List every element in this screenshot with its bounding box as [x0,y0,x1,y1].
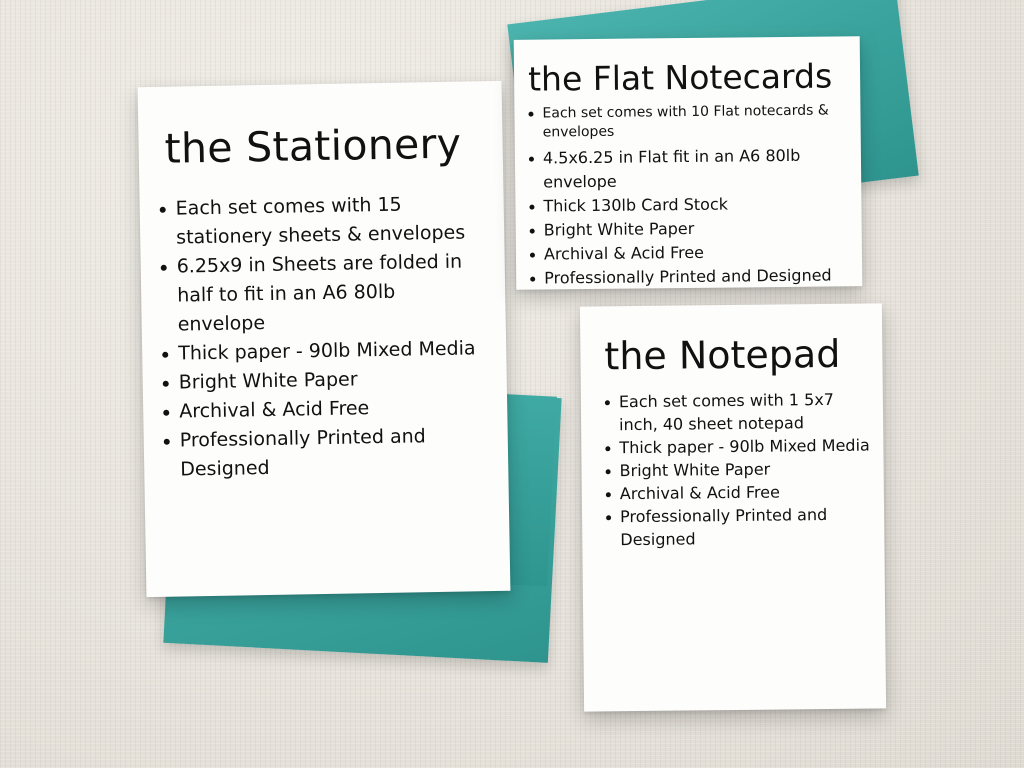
notepad-feature-item: Bright White Paper [605,457,873,483]
stationery-title: the Stationery [164,119,462,173]
stationery-feature-item: Each set comes with 15 stationery sheets & envelopes [165,189,484,253]
notepad-feature-item: Thick paper - 90lb Mixed Media [605,434,873,460]
flat-notecards-feature-item: Archival & Acid Free [528,239,854,266]
flat-notecards-feature-item: Thick 130lb Card Stock [527,191,853,218]
flat-notecards-feature-list [526,101,854,290]
stationery-feature-list [165,189,488,485]
flat-notecards-feature-item: Each set comes with 10 Flat notecards & envelopes [526,101,852,142]
flat-notecards-card [514,36,863,290]
stationery-feature-item: Archival & Acid Free [169,392,487,427]
flat-notecards-feature-item: Bright White Paper [528,215,854,242]
notepad-feature-item: Professionally Printed and Designed [606,503,874,552]
notepad-title: the Notepad [604,331,841,379]
flat-notecards-feature-item: 4.5x6.25 in Flat fit in an A6 80lb envelope [527,143,853,194]
stationery-feature-item: 6.25x9 in Sheets are folded in half to fit in an A6 80lb envelope [166,247,485,340]
stationery-feature-item: Bright White Paper [168,363,486,398]
flat-notecards-feature-item: Professionally Printed and Designed [528,263,854,290]
notepad-card [580,303,886,711]
notepad-feature-list [605,388,875,552]
stationery-feature-item: Professionally Printed and Designed [170,421,489,485]
stationery-feature-item: Thick paper - 90lb Mixed Media [168,334,486,369]
notepad-feature-item: Archival & Acid Free [606,480,874,506]
stationery-card [138,81,511,597]
flat-notecards-title: the Flat Notecards [527,56,833,99]
notepad-feature-item: Each set comes with 1 5x7 inch, 40 sheet notepad [605,388,873,437]
